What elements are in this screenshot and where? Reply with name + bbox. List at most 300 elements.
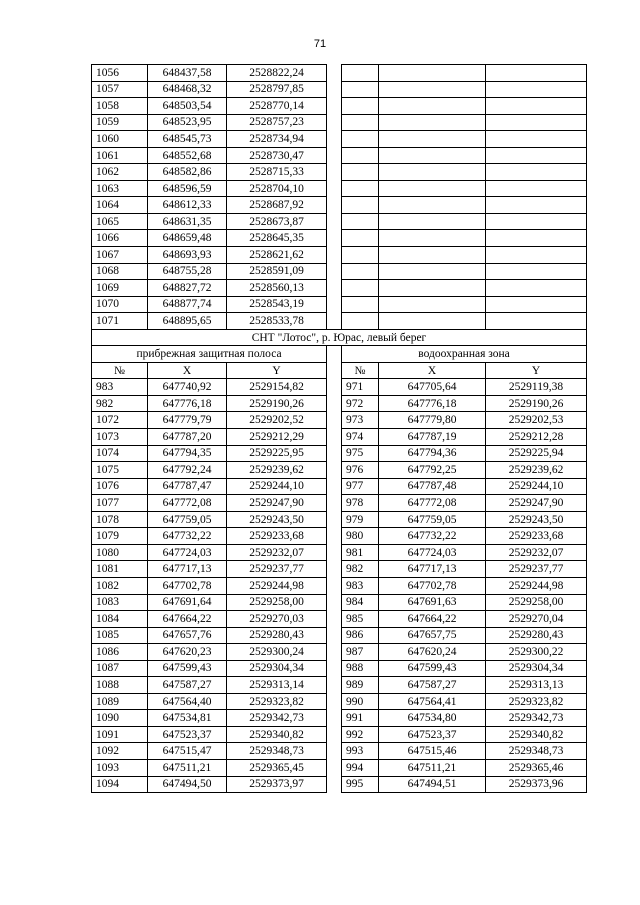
right-point-number: 972 [342,395,379,412]
table-row [92,213,587,230]
left-y-coordinate: 2529348,73 [227,743,327,760]
y-coordinate: 2528543,19 [227,296,327,313]
column-gap [327,462,342,479]
left-y-coordinate: 2529239,62 [227,462,327,479]
column-gap [327,114,342,131]
right-x-coordinate: 647691,63 [379,594,486,611]
table-row [92,429,587,446]
table-row [92,164,587,181]
table-row [92,131,587,148]
x-coordinate: 648596,59 [148,180,227,197]
right-y-coordinate: 2529212,28 [486,429,587,446]
right-y-coordinate: 2529270,04 [486,611,587,628]
right-x-coordinate: 647599,43 [379,660,486,677]
point-number: 1059 [92,114,148,131]
left-point-number: 1089 [92,693,148,710]
empty-cell [342,65,379,82]
column-gap [327,280,342,297]
table-row [92,611,587,628]
right-y-coordinate: 2529232,07 [486,544,587,561]
right-x-coordinate: 647657,75 [379,627,486,644]
empty-cell [379,81,486,98]
right-x-coordinate: 647732,22 [379,528,486,545]
empty-cell [379,65,486,82]
empty-cell [342,247,379,264]
left-y-coordinate: 2529300,24 [227,644,327,661]
left-y-coordinate: 2529247,90 [227,495,327,512]
point-number: 1057 [92,81,148,98]
right-x-coordinate: 647705,64 [379,379,486,396]
left-x-coordinate: 647691,64 [148,594,227,611]
right-x-coordinate: 647515,46 [379,743,486,760]
column-gap [327,660,342,677]
coordinates-table [91,64,587,793]
table-row [92,197,587,214]
column-gap [327,776,342,793]
column-header-row [92,362,587,379]
left-y-coordinate: 2529270,03 [227,611,327,628]
x-coordinate: 648877,74 [148,296,227,313]
right-point-number: 980 [342,528,379,545]
right-y-coordinate: 2529313,13 [486,677,587,694]
y-coordinate: 2528704,10 [227,180,327,197]
zone-title-row [92,346,587,363]
table-row [92,98,587,115]
column-gap [327,412,342,429]
empty-cell [486,230,587,247]
left-y-coordinate: 2529237,77 [227,561,327,578]
left-x-coordinate: 647724,03 [148,544,227,561]
left-point-number: 1082 [92,577,148,594]
empty-cell [486,313,587,330]
empty-cell [379,230,486,247]
y-coordinate: 2528730,47 [227,147,327,164]
point-number: 1064 [92,197,148,214]
left-x-coordinate: 647792,24 [148,462,227,479]
empty-cell [342,280,379,297]
empty-cell [486,81,587,98]
table-row [92,677,587,694]
empty-cell [486,197,587,214]
right-y-coordinate: 2529340,82 [486,726,587,743]
right-point-number: 975 [342,445,379,462]
column-gap [327,65,342,82]
empty-cell [379,98,486,115]
column-gap [327,263,342,280]
table-row [92,693,587,710]
right-x-coordinate: 647787,48 [379,478,486,495]
table-row [92,65,587,82]
x-coordinate: 648552,68 [148,147,227,164]
right-y-coordinate: 2529258,00 [486,594,587,611]
y-coordinate: 2528770,14 [227,98,327,115]
right-point-number: 979 [342,511,379,528]
empty-cell [379,263,486,280]
right-x-coordinate: 647792,25 [379,462,486,479]
right-point-number: 978 [342,495,379,512]
column-gap [327,98,342,115]
y-coordinate: 2528621,62 [227,247,327,264]
y-coordinate: 2528734,94 [227,131,327,148]
column-gap [327,544,342,561]
section-header [92,329,587,379]
column-gap [327,429,342,446]
point-number: 1058 [92,98,148,115]
right-point-number: 989 [342,677,379,694]
right-x-coordinate: 647772,08 [379,495,486,512]
column-gap [327,594,342,611]
left-x-coordinate: 647787,47 [148,478,227,495]
x-coordinate: 648659,48 [148,230,227,247]
left-num-header: № [92,362,148,379]
right-x-coordinate: 647787,19 [379,429,486,446]
table-row [92,710,587,727]
y-coordinate: 2528533,78 [227,313,327,330]
right-point-number: 976 [342,462,379,479]
right-x-coordinate: 647759,05 [379,511,486,528]
left-x-coordinate: 647732,22 [148,528,227,545]
left-point-number: 1085 [92,627,148,644]
y-coordinate: 2528591,09 [227,263,327,280]
left-point-number: 1092 [92,743,148,760]
x-coordinate: 648693,93 [148,247,227,264]
left-x-coordinate: 647717,13 [148,561,227,578]
empty-cell [486,98,587,115]
left-x-coordinate: 647702,78 [148,577,227,594]
table-row [92,280,587,297]
x-coordinate: 648612,33 [148,197,227,214]
right-point-number: 983 [342,577,379,594]
left-y-coordinate: 2529323,82 [227,693,327,710]
column-gap [327,395,342,412]
left-y-coordinate: 2529340,82 [227,726,327,743]
left-zone-title: прибрежная защитная полоса [92,346,327,363]
column-gap [327,81,342,98]
empty-cell [379,280,486,297]
y-coordinate: 2528822,24 [227,65,327,82]
left-y-coordinate: 2529258,00 [227,594,327,611]
empty-cell [379,313,486,330]
column-gap [327,180,342,197]
right-x-coordinate: 647664,22 [379,611,486,628]
left-point-number: 1073 [92,429,148,446]
empty-cell [342,197,379,214]
point-number: 1060 [92,131,148,148]
right-point-number: 984 [342,594,379,611]
right-x-coordinate: 647587,27 [379,677,486,694]
empty-cell [342,180,379,197]
y-coordinate: 2528715,33 [227,164,327,181]
right-point-number: 991 [342,710,379,727]
left-y-coordinate: 2529233,68 [227,528,327,545]
left-x-coordinate: 647494,50 [148,776,227,793]
empty-cell [342,263,379,280]
left-point-number: 1084 [92,611,148,628]
right-x-coordinate: 647724,03 [379,544,486,561]
right-y-coordinate: 2529202,53 [486,412,587,429]
empty-cell [486,263,587,280]
column-gap [327,511,342,528]
table-row [92,743,587,760]
left-x-coordinate: 647620,23 [148,644,227,661]
right-y-coordinate: 2529365,46 [486,759,587,776]
left-point-number: 1076 [92,478,148,495]
left-x-coordinate: 647787,20 [148,429,227,446]
column-gap [327,247,342,264]
empty-cell [342,230,379,247]
right-point-number: 981 [342,544,379,561]
point-number: 1063 [92,180,148,197]
point-number: 1067 [92,247,148,264]
table-row [92,495,587,512]
empty-cell [342,131,379,148]
right-x-coordinate: 647620,24 [379,644,486,661]
right-y-coordinate: 2529244,98 [486,577,587,594]
table-row [92,462,587,479]
x-coordinate: 648468,32 [148,81,227,98]
table-row [92,230,587,247]
column-gap [327,296,342,313]
column-gap [327,495,342,512]
section-title-row [92,329,587,346]
column-gap [327,611,342,628]
right-x-coordinate: 647511,21 [379,759,486,776]
column-gap [327,627,342,644]
right-point-number: 987 [342,644,379,661]
left-point-number: 1087 [92,660,148,677]
right-x-coordinate: 647794,36 [379,445,486,462]
right-x-coordinate: 647717,13 [379,561,486,578]
left-point-number: 983 [92,379,148,396]
left-y-coordinate: 2529243,50 [227,511,327,528]
empty-cell [342,213,379,230]
column-gap [327,743,342,760]
left-x-coordinate: 647511,21 [148,759,227,776]
right-y-coordinate: 2529225,94 [486,445,587,462]
table-row [92,114,587,131]
left-point-number: 1090 [92,710,148,727]
y-coordinate: 2528797,85 [227,81,327,98]
point-number: 1066 [92,230,148,247]
right-point-number: 977 [342,478,379,495]
left-x-coordinate: 647759,05 [148,511,227,528]
left-point-number: 1086 [92,644,148,661]
right-y-coordinate: 2529119,38 [486,379,587,396]
empty-cell [342,164,379,181]
table-row [92,395,587,412]
right-y-coordinate: 2529237,77 [486,561,587,578]
left-point-number: 1078 [92,511,148,528]
right-point-number: 982 [342,561,379,578]
column-gap [327,197,342,214]
empty-cell [342,98,379,115]
left-x-coordinate: 647740,92 [148,379,227,396]
column-gap [327,164,342,181]
table-row [92,313,587,330]
column-gap [327,561,342,578]
right-y-coordinate: 2529323,82 [486,693,587,710]
left-y-coordinate: 2529212,29 [227,429,327,446]
right-point-number: 986 [342,627,379,644]
table-row [92,759,587,776]
left-x-coordinate: 647794,35 [148,445,227,462]
empty-cell [486,296,587,313]
table-row [92,594,587,611]
left-x-coordinate: 647515,47 [148,743,227,760]
left-point-number: 1088 [92,677,148,694]
left-point-number: 1081 [92,561,148,578]
point-number: 1068 [92,263,148,280]
right-x-header: X [379,362,486,379]
left-y-coordinate: 2529373,97 [227,776,327,793]
table-row [92,81,587,98]
table-row [92,776,587,793]
column-gap [327,726,342,743]
right-point-number: 990 [342,693,379,710]
right-x-coordinate: 647779,80 [379,412,486,429]
left-point-number: 1079 [92,528,148,545]
section-title: СНТ "Лотос", р. Юрас, левый берег [92,329,587,346]
right-x-coordinate: 647776,18 [379,395,486,412]
x-coordinate: 648437,58 [148,65,227,82]
column-gap [327,759,342,776]
left-x-coordinate: 647534,81 [148,710,227,727]
right-point-number: 994 [342,759,379,776]
table-row [92,263,587,280]
table-row [92,726,587,743]
left-y-coordinate: 2529154,82 [227,379,327,396]
left-x-coordinate: 647564,40 [148,693,227,710]
right-point-number: 995 [342,776,379,793]
y-coordinate: 2528673,87 [227,213,327,230]
empty-cell [379,247,486,264]
y-coordinate: 2528757,23 [227,114,327,131]
left-point-number: 1083 [92,594,148,611]
column-gap [327,677,342,694]
left-point-number: 1091 [92,726,148,743]
table-row [92,544,587,561]
x-coordinate: 648895,65 [148,313,227,330]
right-y-coordinate: 2529342,73 [486,710,587,727]
y-coordinate: 2528645,35 [227,230,327,247]
empty-cell [379,147,486,164]
empty-cell [379,296,486,313]
right-num-header: № [342,362,379,379]
table-row [92,478,587,495]
top-rows [92,65,587,330]
right-y-coordinate: 2529243,50 [486,511,587,528]
y-coordinate: 2528687,92 [227,197,327,214]
right-y-coordinate: 2529233,68 [486,528,587,545]
left-y-coordinate: 2529244,10 [227,478,327,495]
left-point-number: 1077 [92,495,148,512]
empty-cell [379,197,486,214]
table-row [92,577,587,594]
table-row [92,627,587,644]
table-row [92,247,587,264]
left-point-number: 1080 [92,544,148,561]
left-x-coordinate: 647599,43 [148,660,227,677]
point-number: 1071 [92,313,148,330]
right-point-number: 974 [342,429,379,446]
x-coordinate: 648631,35 [148,213,227,230]
column-gap [327,577,342,594]
right-y-header: Y [486,362,587,379]
x-coordinate: 648523,95 [148,114,227,131]
page-number: 71 [313,38,327,50]
column-gap [327,131,342,148]
column-gap [327,445,342,462]
left-x-coordinate: 647587,27 [148,677,227,694]
table-row [92,561,587,578]
left-x-header: X [148,362,227,379]
left-y-header: Y [227,362,327,379]
left-y-coordinate: 2529232,07 [227,544,327,561]
column-gap [327,346,342,363]
empty-cell [342,296,379,313]
empty-cell [486,180,587,197]
bottom-rows [92,379,587,793]
right-point-number: 988 [342,660,379,677]
empty-cell [486,114,587,131]
right-point-number: 973 [342,412,379,429]
column-gap [327,478,342,495]
left-y-coordinate: 2529304,34 [227,660,327,677]
right-y-coordinate: 2529300,22 [486,644,587,661]
right-y-coordinate: 2529247,90 [486,495,587,512]
x-coordinate: 648827,72 [148,280,227,297]
table-row [92,412,587,429]
column-gap [327,313,342,330]
table-row [92,379,587,396]
left-x-coordinate: 647776,18 [148,395,227,412]
empty-cell [379,164,486,181]
point-number: 1069 [92,280,148,297]
x-coordinate: 648545,73 [148,131,227,148]
left-y-coordinate: 2529202,52 [227,412,327,429]
right-y-coordinate: 2529304,34 [486,660,587,677]
right-zone-title: водоохранная зона [342,346,587,363]
empty-cell [342,147,379,164]
left-y-coordinate: 2529280,43 [227,627,327,644]
right-point-number: 992 [342,726,379,743]
right-point-number: 993 [342,743,379,760]
left-y-coordinate: 2529313,14 [227,677,327,694]
empty-cell [486,213,587,230]
right-y-coordinate: 2529190,26 [486,395,587,412]
left-point-number: 1094 [92,776,148,793]
point-number: 1061 [92,147,148,164]
left-y-coordinate: 2529225,95 [227,445,327,462]
column-gap [327,693,342,710]
left-y-coordinate: 2529365,45 [227,759,327,776]
x-coordinate: 648755,28 [148,263,227,280]
x-coordinate: 648582,86 [148,164,227,181]
x-coordinate: 648503,54 [148,98,227,115]
empty-cell [379,180,486,197]
right-y-coordinate: 2529280,43 [486,627,587,644]
column-gap [327,230,342,247]
left-x-coordinate: 647779,79 [148,412,227,429]
point-number: 1056 [92,65,148,82]
right-y-coordinate: 2529348,73 [486,743,587,760]
left-x-coordinate: 647772,08 [148,495,227,512]
column-gap [327,213,342,230]
right-x-coordinate: 647564,41 [379,693,486,710]
empty-cell [342,81,379,98]
point-number: 1070 [92,296,148,313]
right-x-coordinate: 647702,78 [379,577,486,594]
